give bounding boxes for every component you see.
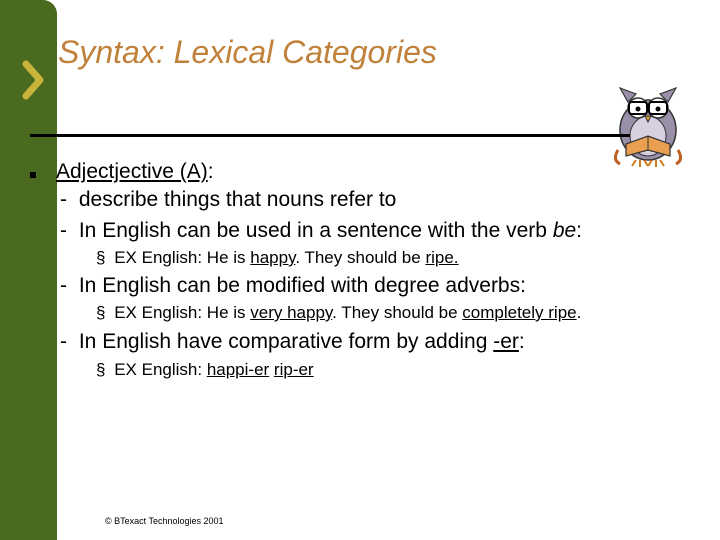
item-text: In English have comparative form by adding bbox=[78, 330, 494, 353]
list-item bbox=[60, 219, 582, 243]
example-prefix: EX English: He is bbox=[114, 248, 251, 267]
section-sign-icon: § bbox=[96, 303, 106, 322]
list-item bbox=[60, 188, 396, 212]
item-text: In English can be modified with degree adverbs: bbox=[78, 274, 526, 297]
dash-bullet: - bbox=[60, 330, 67, 353]
example-end: . bbox=[576, 303, 582, 322]
example-underlined-1: happi-er bbox=[206, 360, 270, 379]
item-text-end: : bbox=[576, 219, 583, 242]
chevron-right-icon bbox=[18, 58, 48, 102]
heading-text: Adjectjective (A) bbox=[56, 160, 208, 183]
owl-reading-book-icon bbox=[598, 70, 698, 170]
dash-bullet: - bbox=[60, 188, 67, 211]
example-prefix: EX English: bbox=[114, 360, 207, 379]
title-underline-rule bbox=[30, 134, 630, 137]
example-line bbox=[96, 303, 581, 323]
list-item bbox=[60, 274, 526, 298]
dash-bullet: - bbox=[60, 274, 67, 297]
list-item bbox=[60, 330, 525, 354]
heading-suffix: : bbox=[207, 160, 214, 183]
example-underlined-2: ripe. bbox=[425, 248, 459, 267]
heading-adjective bbox=[56, 160, 214, 184]
example-mid: . They should be bbox=[332, 303, 463, 322]
example-line bbox=[96, 360, 314, 380]
example-underlined-2: rip-er bbox=[273, 360, 314, 379]
section-sign-icon: § bbox=[96, 248, 106, 267]
item-text-end: : bbox=[518, 330, 525, 353]
copyright-footer: © BTexact Technologies 2001 bbox=[105, 516, 224, 526]
item-emphasis: -er bbox=[493, 330, 519, 353]
slide-title: Syntax: Lexical Categories bbox=[58, 34, 437, 70]
item-text: In English can be used in a sentence with the verb bbox=[78, 219, 553, 242]
item-emphasis: be bbox=[552, 219, 577, 242]
example-prefix: EX English: He is bbox=[114, 303, 251, 322]
section-sign-icon: § bbox=[96, 360, 106, 379]
square-bullet-icon bbox=[30, 172, 36, 178]
example-underlined-1: very happy bbox=[250, 303, 333, 322]
example-line bbox=[96, 248, 459, 268]
example-mid: . They should be bbox=[295, 248, 426, 267]
example-underlined-1: happy bbox=[250, 248, 296, 267]
dash-bullet: - bbox=[60, 219, 67, 242]
item-text: describe things that nouns refer to bbox=[78, 188, 397, 211]
example-underlined-2: completely ripe bbox=[462, 303, 577, 322]
